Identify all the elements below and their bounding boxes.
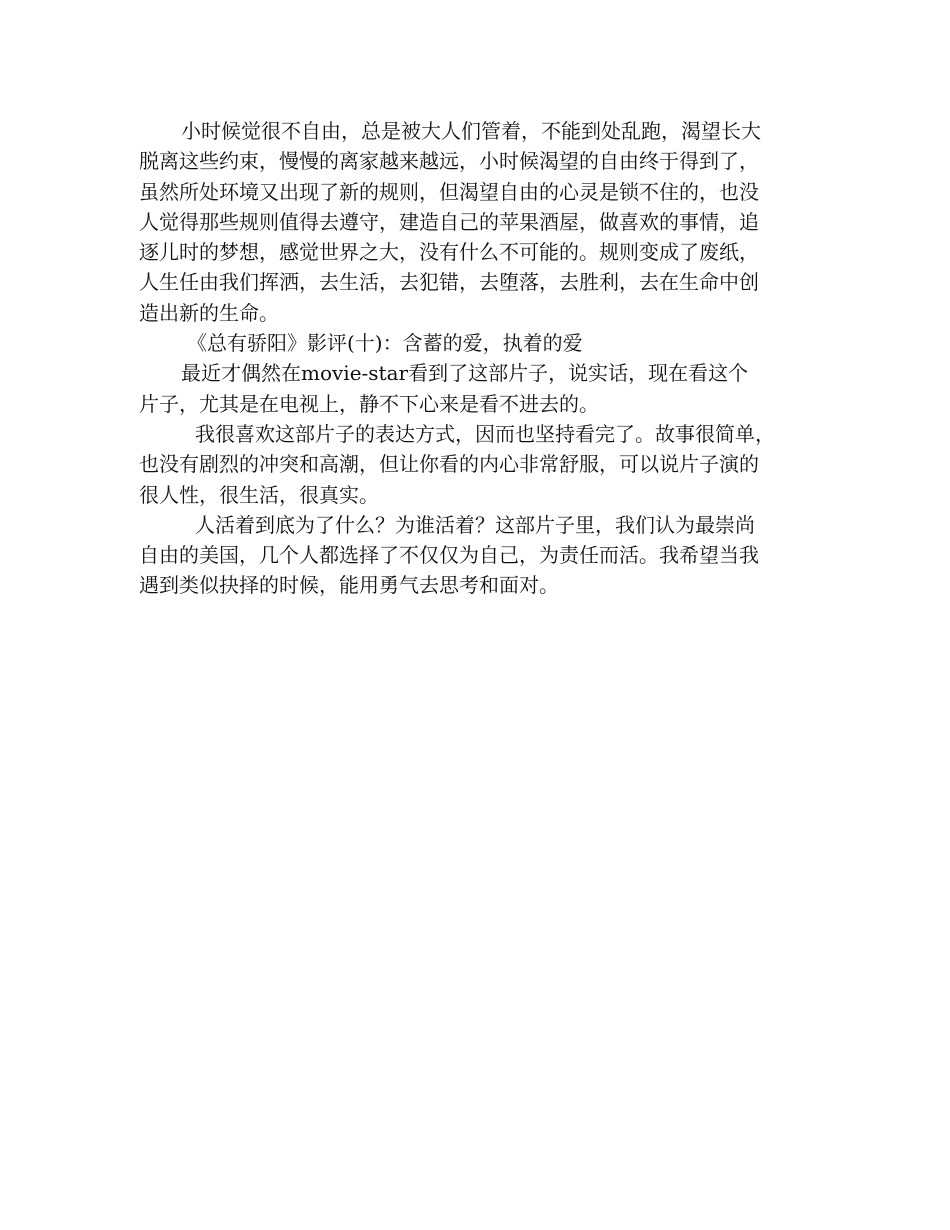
paragraph-movie-star: [139, 358, 815, 419]
review-heading: [139, 328, 815, 358]
text-line: 逐儿时的梦想，感觉世界之大，没有什么不可能的。规则变成了废纸，: [139, 240, 759, 265]
text-line: 小时候觉很不自由，总是被大人们管着，不能到处乱跑，渴望长大: [181, 119, 761, 143]
text-line: 脱离这些约束，慢慢的离家越来越远，小时候渴望的自由终于得到了，: [139, 149, 759, 174]
heading-line: 《总有骄阳》影评(十)：含蓄的爱，执着的爱: [187, 331, 583, 356]
text-line: 也没有剧烈的冲突和高潮，但让你看的内心非常舒服，可以说片子演的: [139, 452, 759, 477]
text-line: 自由的美国，几个人都选择了不仅仅为自己，为责任而活。我希望当我: [139, 543, 759, 568]
paragraph-childhood-freedom: [139, 116, 815, 328]
text-line: 人生任由我们挥洒，去生活，去犯错，去堕落，去胜利，去在生命中创: [139, 270, 759, 295]
text-line: 遇到类似抉择的时候，能用勇气去思考和面对。: [139, 573, 559, 598]
text-line: 造出新的生命。: [139, 300, 279, 325]
text-line: 最近才偶然在movie-star看到了这部片子，说实话，现在看这个: [181, 361, 749, 386]
text-line: 我很喜欢这部片子的表达方式，因而也坚持看完了。故事很简单，: [195, 421, 775, 446]
text-line: 虽然所处环境又出现了新的规则，但渴望自由的心灵是锁不住的，也没: [139, 179, 759, 204]
text-line: 片子，尤其是在电视上，静不下心来是看不进去的。: [139, 391, 599, 416]
text-line: 人活着到底为了什么？为谁活着？这部片子里，我们认为最崇尚: [195, 512, 755, 537]
document-body: [139, 116, 815, 601]
text-line: 很人性，很生活，很真实。: [139, 482, 379, 507]
paragraph-why-live: [139, 510, 815, 601]
paragraph-expression: [139, 419, 815, 510]
text-line: 人觉得那些规则值得去遵守，建造自己的苹果酒屋，做喜欢的事情，追: [139, 209, 759, 234]
